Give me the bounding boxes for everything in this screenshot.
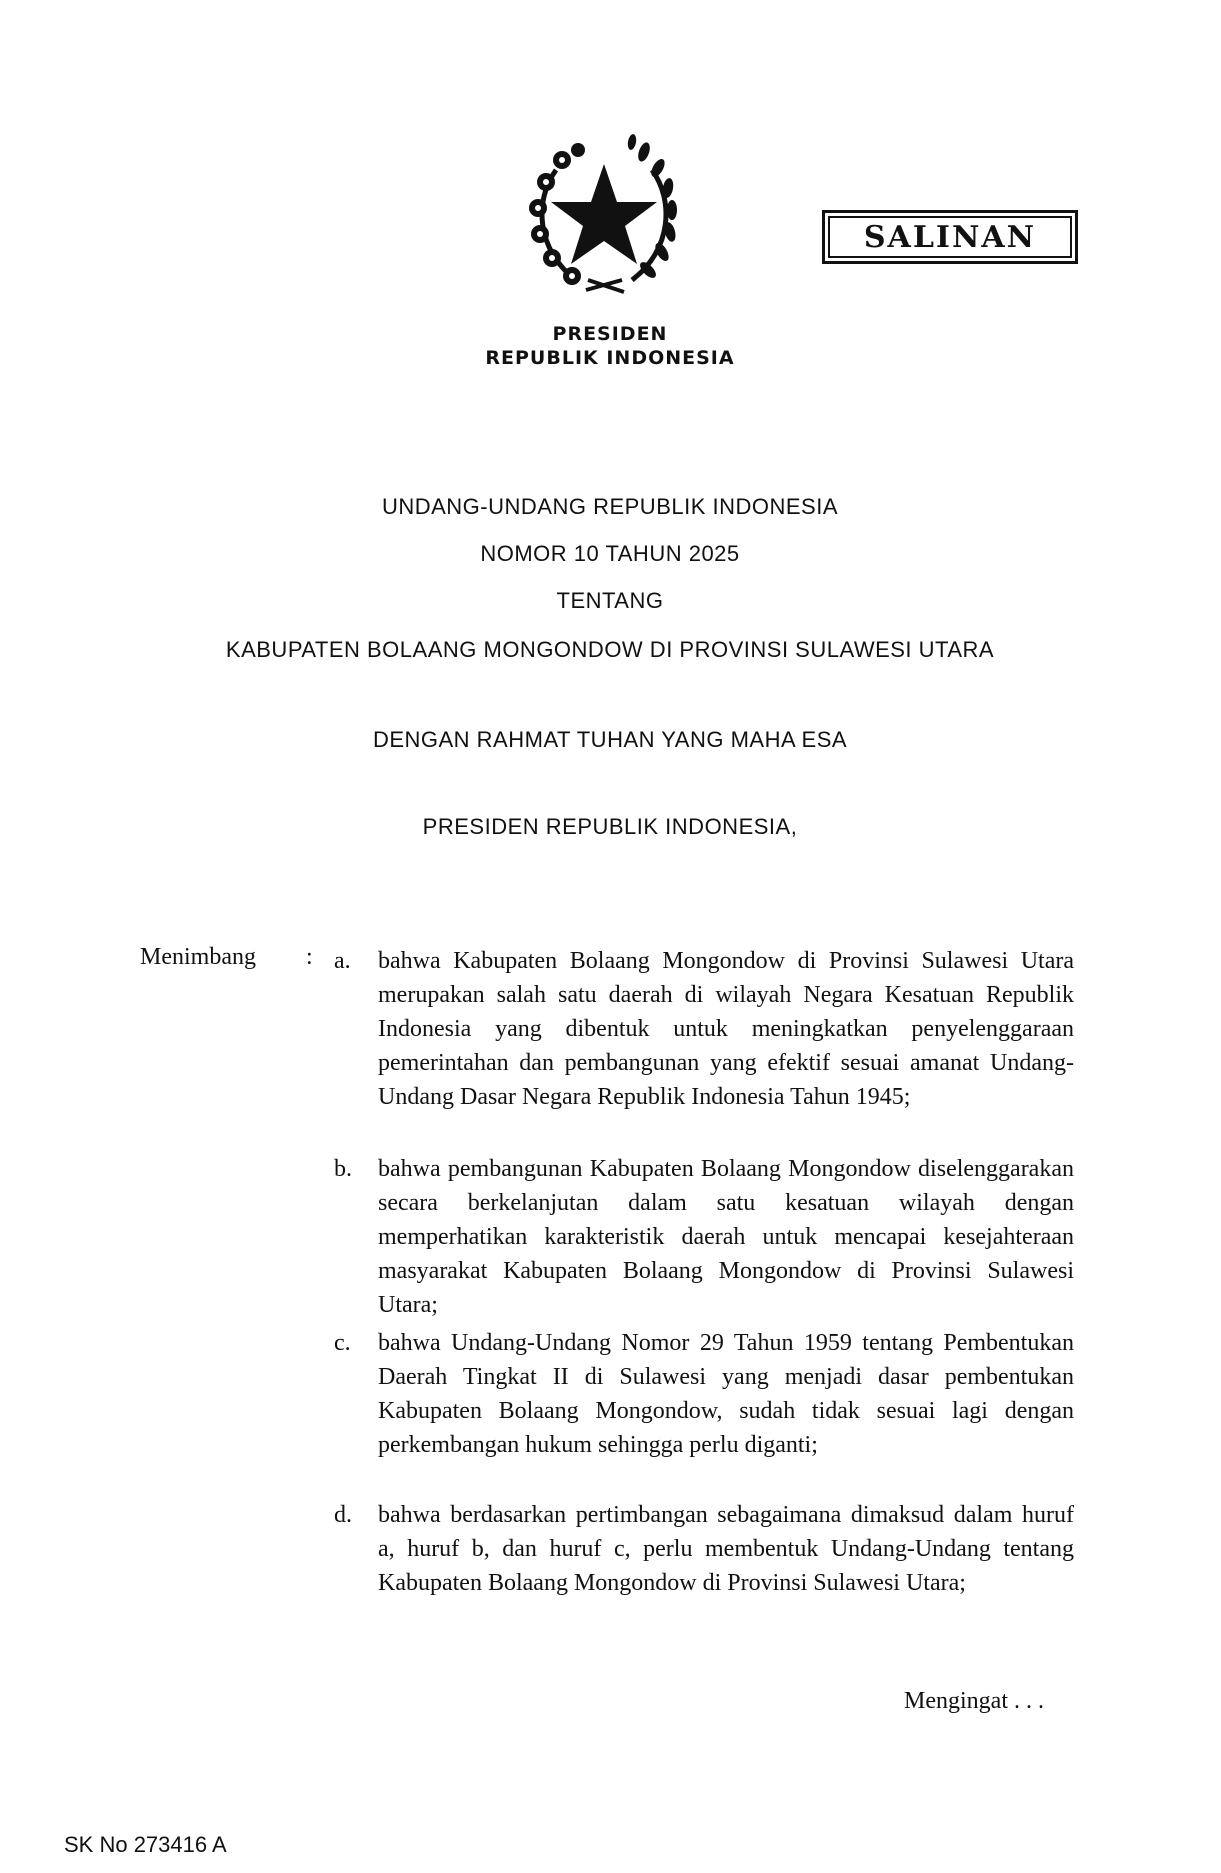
copy-stamp [822,210,1078,264]
clause-letter: d. [334,1502,352,1528]
clause-b [334,1152,1074,1322]
invocation: DENGAN RAHMAT TUHAN YANG MAHA ESA [372,727,848,752]
office-title: PRESIDEN [552,323,668,345]
document-serial: SK No 273416 A [64,1832,227,1857]
considering-label: Menimbang [140,944,256,970]
state-emblem-icon [516,130,692,306]
law-about: TENTANG [556,588,664,613]
clause-letter: c. [334,1330,351,1356]
law-number: NOMOR 10 TAHUN 2025 [480,541,740,566]
law-title: UNDANG-UNDANG REPUBLIK INDONESIA [381,494,839,519]
clause-text: bahwa Undang-Undang Nomor 29 Tahun 1959 tentang Pembentukan Daerah Tingkat II di Sulawesi yang menjadi dasar pembentukan Kabupaten Bolaang Mongondow, sudah tidak sesuai lagi dengan perkembangan hukum sehingga perlu diganti; [378,1330,1074,1458]
law-subject: KABUPATEN BOLAANG MONGONDOW DI PROVINSI SULAWESI UTARA [225,637,995,662]
clause-letter: b. [334,1156,352,1182]
clause-a [334,944,1074,1114]
clause-text: bahwa pembangunan Kabupaten Bolaang Mongondow diselenggarakan secara berkelanjutan dalam satu kesatuan wilayah dengan memperhatikan karakteristik daerah untuk mencapai kesejahteraan masyarakat Kabupaten Bolaang Mongondow di Provinsi Sulawesi Utara; [378,1156,1074,1318]
clause-letter: a. [334,948,351,974]
clause-text: bahwa Kabupaten Bolaang Mongondow di Provinsi Sulawesi Utara merupakan salah satu daerah di wilayah Negara Kesatuan Republik Indonesia yang dibentuk untuk meningkatkan penyelenggaraan pemerintahan dan pembangunan yang efektif sesuai amanat Undang-Undang Dasar Negara Republik Indonesia Tahun 1945; [378,948,1074,1110]
continuation-catchword: Mengingat . . . [904,1688,1044,1714]
clause-text: bahwa berdasarkan pertimbangan sebagaimana dimaksud dalam huruf a, huruf b, dan huruf c, perlu membentuk Undang-Undang tentang Kabupaten Bolaang Mongondow di Provinsi Sulawesi Utara; [378,1502,1074,1596]
copy-stamp-label: SALINAN [828,216,1072,258]
clause-c [334,1326,1074,1462]
issuer: PRESIDEN REPUBLIK INDONESIA, [422,814,798,839]
clause-d [334,1498,1074,1600]
office-subtitle: REPUBLIK INDONESIA [485,347,735,369]
considering-colon: : [306,944,313,970]
